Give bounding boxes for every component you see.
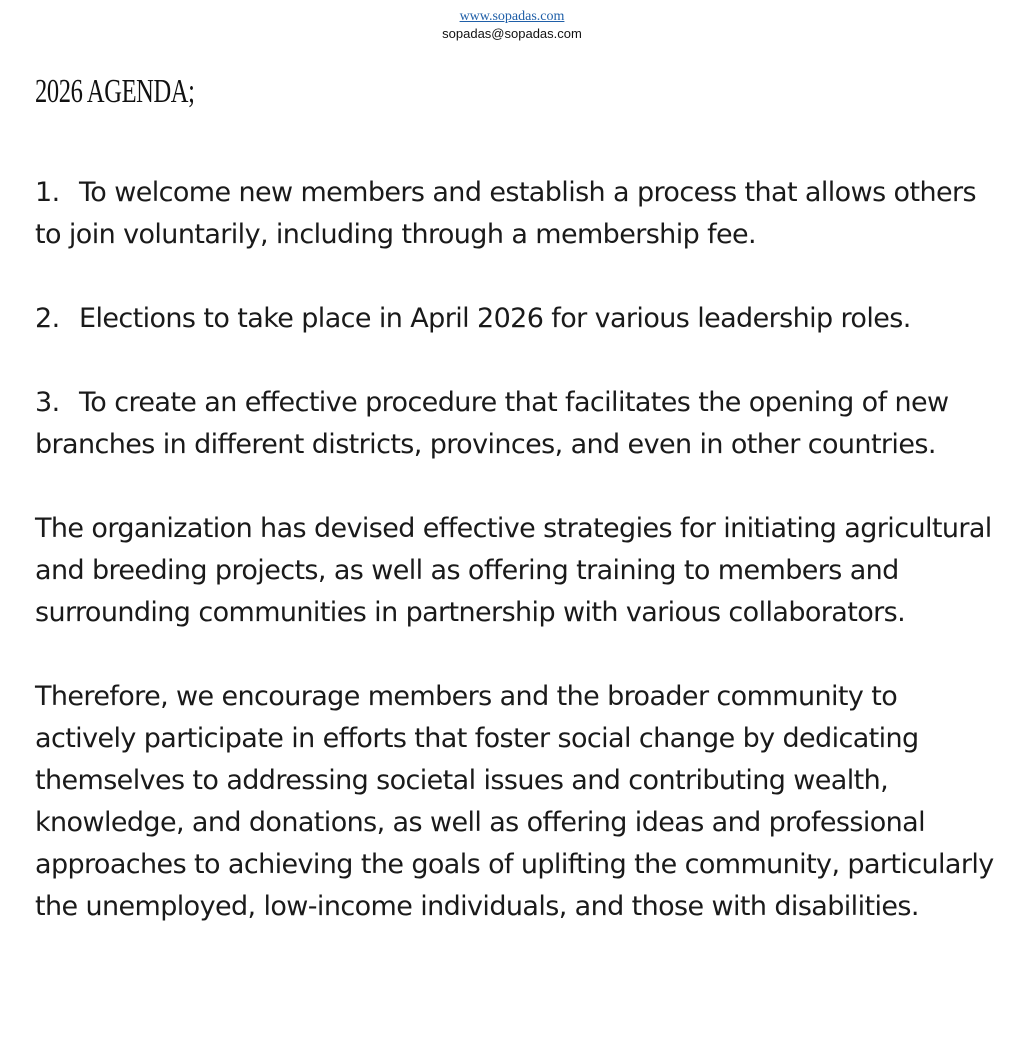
document-title: 2026 AGENDA; [35,73,195,110]
website-link[interactable]: www.sopadas.com [459,9,565,24]
agenda-item-3 [35,382,995,466]
agenda-item-text: Elections to take place in April 2026 for various leadership roles. [79,303,911,334]
agenda-item-1 [35,172,995,256]
body-paragraph-encouragement: Therefore, we encourage members and the broader community to actively participate in efforts that foster social change by dedicating themselves to addressing societal issues and contributing wealth, knowledge, and donations, as well as offering ideas and professional approaches to achieving the goals of uplifting the community, particularly the unemployed, low-income individuals, and those with disabilities. [35,681,994,922]
page-header [0,8,1024,42]
agenda-item-number: 2. [35,303,60,334]
agenda-item-number: 1. [35,177,60,208]
document-body [35,172,995,928]
body-paragraph-strategies: The organization has devised effective strategies for initiating agricultural and breeding projects, as well as offering training to members and surrounding communities in partnership with various collaborators. [35,513,992,628]
contact-email: sopadas@sopadas.com [442,26,582,41]
agenda-item-number: 3. [35,387,60,418]
agenda-item-2 [35,298,995,340]
agenda-item-text: To create an effective procedure that facilitates the opening of new branches in different districts, provinces, and even in other countries. [35,387,949,460]
agenda-item-text: To welcome new members and establish a process that allows others to join voluntarily, including through a membership fee. [35,177,976,250]
